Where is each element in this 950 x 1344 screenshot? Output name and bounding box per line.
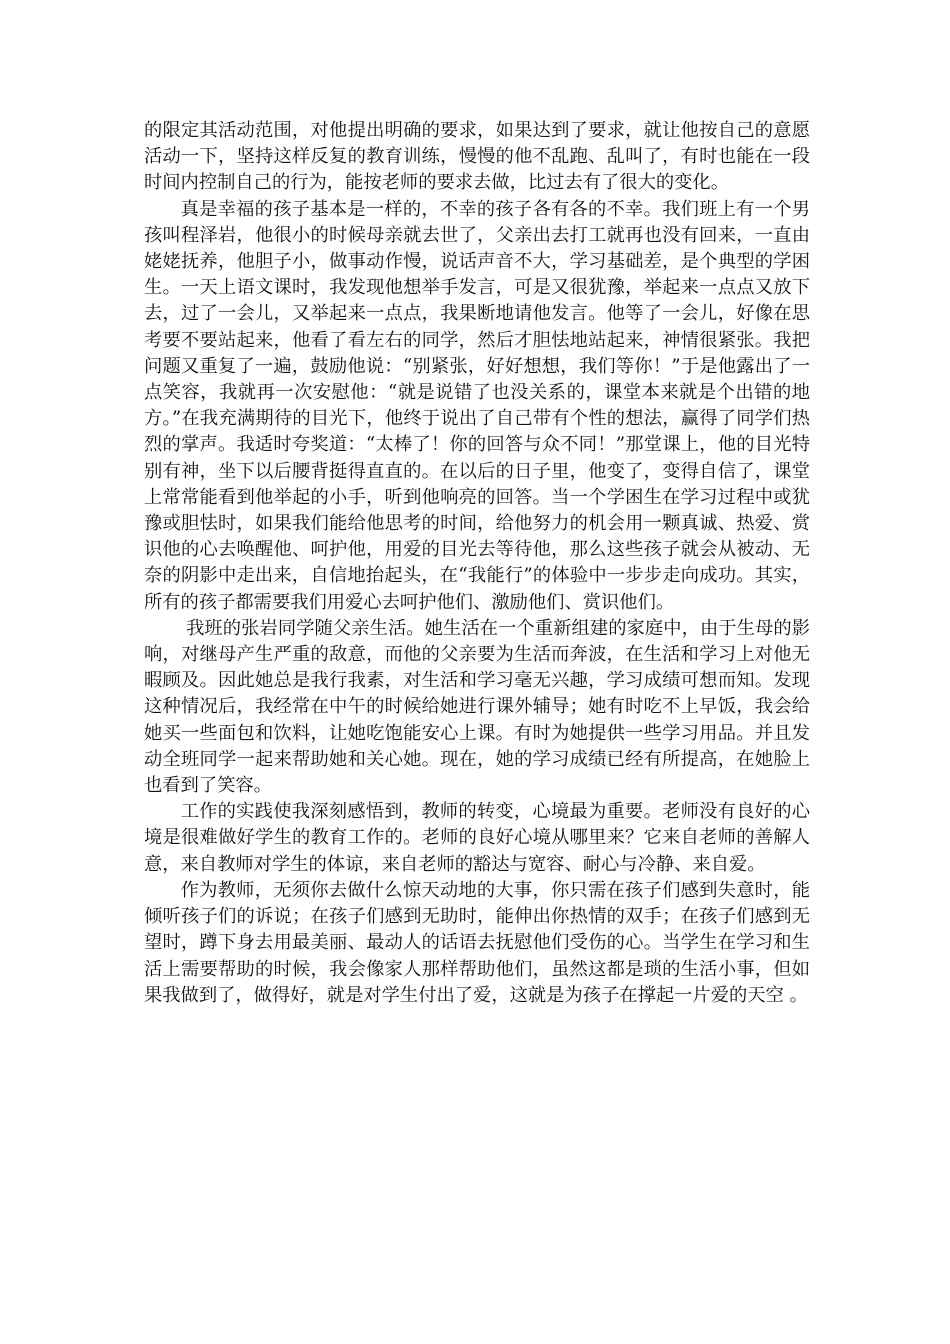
paragraph-4: 工作的实践使我深刻感悟到，教师的转变，心境最为重要。老师没有良好的心境是很难做好学生的教育工作的。老师的良好心境从哪里来？它来自老师的善解人意，来自教师对学生的体谅，来自老师的豁达与宽容、耐心与冷静、来自爱。 bbox=[144, 801, 810, 875]
paragraph-2: 真是幸福的孩子基本是一样的，不幸的孩子各有各的不幸。我们班上有一个男孩叫程泽岩，他很小的时候母亲就去世了，父亲出去打工就再也没有回来，一直由姥姥抚养，他胆子小，做事动作慢，说话声音不大，学习基础差，是个典型的学困生。一天上语文课时，我发现他想举手发言，可是又很犹豫，举起来一点点又放下去，过了一会儿，又举起来一点点，我果断地请他发言。他等了一会儿，好像在思考要不要站起来，他看了看左右的同学，然后才胆怯地站起来，神情很紧张。我把问题又重复了一遍，鼓励他说：“别紧张，好好想想，我们等你！”于是他露出了一点笑容，我就再一次安慰他：“就是说错了也没关系的，课堂本来就是个出错的地方。”在我充满期待的目光下，他终于说出了自己带有个性的想法，赢得了同学们热烈的掌声。我适时夸奖道：“太棒了！你的回答与众不同！”那堂课上，他的目光特别有神，坐下以后腰背挺得直直的。在以后的日子里，他变了，变得自信了，课堂上常常能看到他举起的小手，听到他响亮的回答。当一个学困生在学习过程中或犹豫或胆怯时，如果我们能给他思考的时间，给他努力的机会用一颗真诚、热爱、赏识他的心去唤醒他、呵护他，用爱的目光去等待他，那么这些孩子就会从被动、无奈的阴影中走出来，自信地抬起头，在“我能行”的体验中一步步走向成功。其实，所有的孩子都需要我们用爱心去呵护他们、激励他们、赏识他们。 bbox=[144, 198, 810, 613]
paragraph-1: 的限定其活动范围，对他提出明确的要求，如果达到了要求，就让他按自己的意愿活动一下，坚持这样反复的教育训练，慢慢的他不乱跑、乱叫了，有时也能在一段时间内控制自己的行为，能按老师的要求去做，比过去有了很大的变化。 bbox=[144, 120, 810, 194]
paragraph-5: 作为教师，无须你去做什么惊天动地的大事，你只需在孩子们感到失意时，能倾听孩子们的诉说；在孩子们感到无助时，能伸出你热情的双手；在孩子们感到无望时，蹲下身去用最美丽、最动人的话语去抚慰他们受伤的心。当学生在学习和生活上需要帮助的时候，我会像家人那样帮助他们，虽然这都是琐的生活小事，但如果我做到了，做得好，就是对学生付出了爱，这就是为孩子在撑起一片爱的天空 。 bbox=[144, 879, 810, 1006]
paragraph-3: 我班的张岩同学随父亲生活。她生活在一个重新组建的家庭中，由于生母的影响，对继母产生严重的敌意，而他的父亲要为生活而奔波，在生活和学习上对他无暇顾及。因此她总是我行我素，对生活和学习毫无兴趣，学习成绩可想而知。发现这种情况后，我经常在中午的时候给她进行课外辅导；她有时吃不上早饭，我会给她买一些面包和饮料，让她吃饱能安心上课。有时为她提供一些学习用品。并且发动全班同学一起来帮助她和关心她。现在，她的学习成绩已经有所提高，在她脸上也看到了笑容。 bbox=[144, 617, 810, 797]
document-body bbox=[144, 118, 810, 1009]
